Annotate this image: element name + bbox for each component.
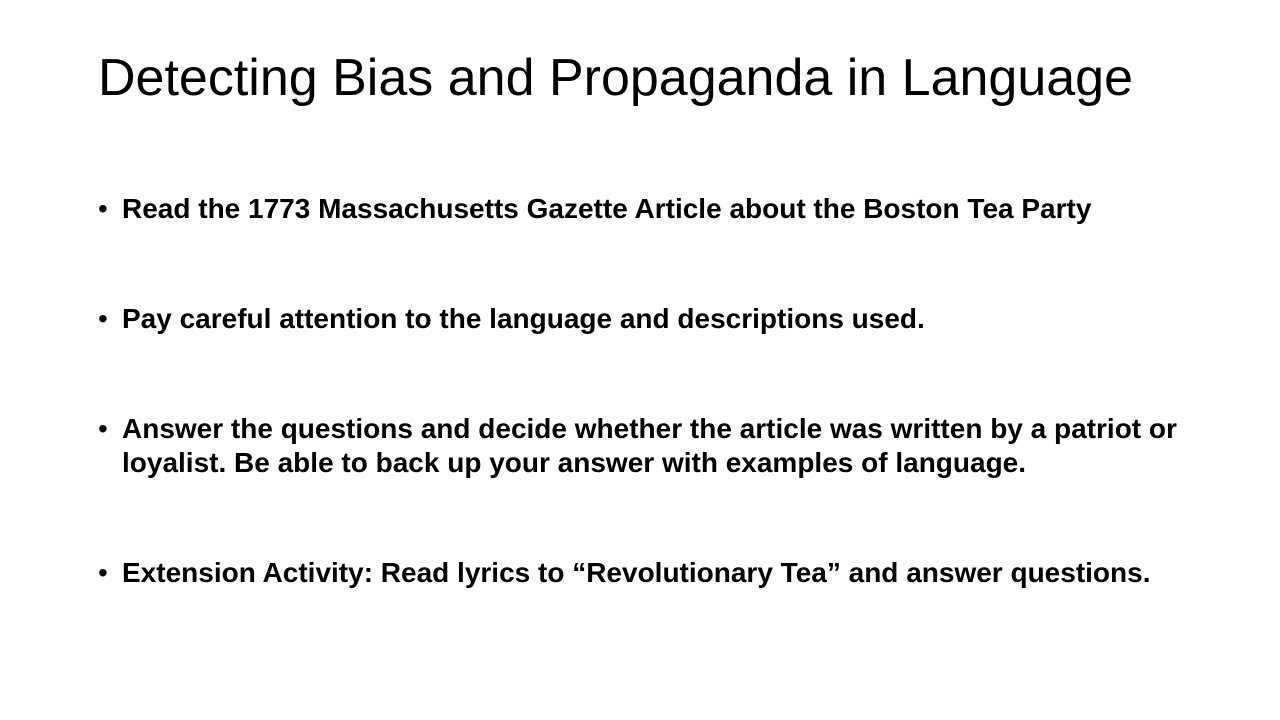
bullet-text-answer-questions: Answer the questions and decide whether the article was written by a patriot or loyalist. Be able to back up your answer with examples of language. (122, 413, 1177, 478)
bullet-list (98, 192, 1188, 590)
bullet-text-extension-activity: Extension Activity: Read lyrics to “Revolutionary Tea” and answer questions. (122, 557, 1151, 588)
bullet-item (98, 302, 1188, 336)
bullet-item (98, 412, 1188, 480)
bullet-marker: • (98, 303, 108, 334)
bullet-marker: • (98, 193, 108, 224)
bullet-text-pay-attention: Pay careful attention to the language and descriptions used. (122, 303, 925, 334)
bullet-marker: • (98, 557, 108, 588)
bullet-item (98, 556, 1188, 590)
bullet-text-read-article: Read the 1773 Massachusetts Gazette Article about the Boston Tea Party (122, 193, 1092, 224)
bullet-marker: • (98, 413, 108, 444)
slide-title: Detecting Bias and Propaganda in Language (98, 49, 1134, 107)
bullet-item (98, 192, 1188, 226)
